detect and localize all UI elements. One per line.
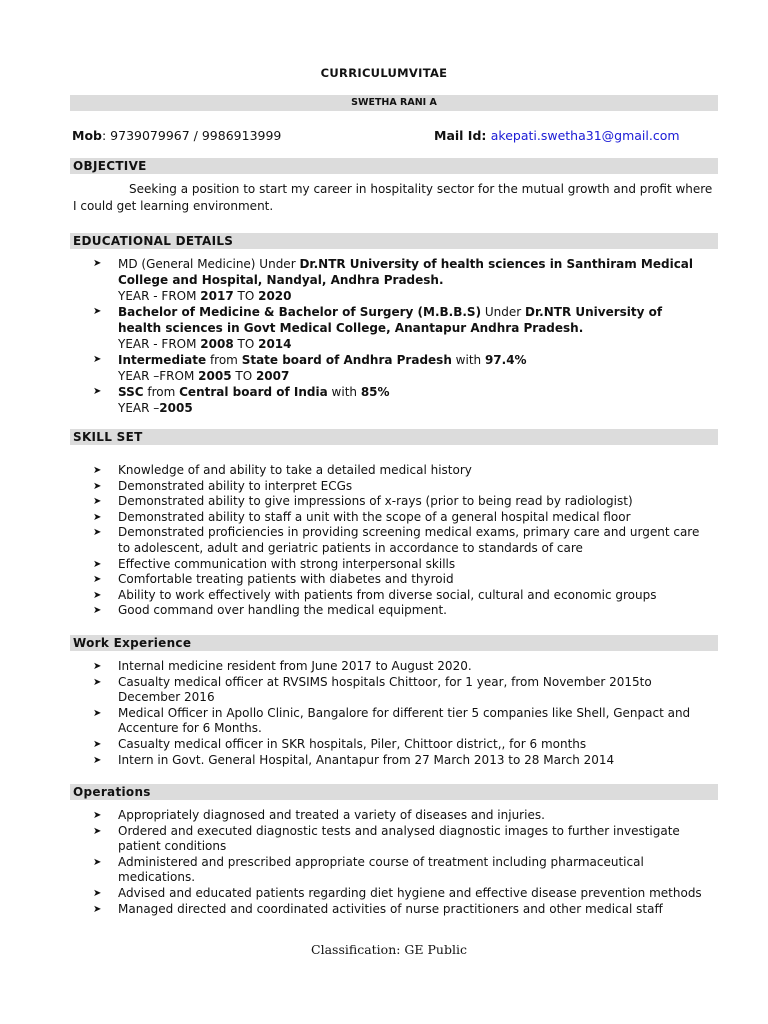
bullet-arrow-icon: ➤ — [93, 605, 102, 617]
list-item: ➤ Knowledge of and ability to take a detailed medical history — [93, 463, 472, 477]
list-item: ➤ Appropriately diagnosed and treated a variety of diseases and injuries. — [93, 808, 545, 822]
bullet-arrow-icon: ➤ — [93, 386, 102, 397]
bullet-arrow-icon: ➤ — [93, 856, 102, 868]
operations-list — [0, 808, 708, 917]
bullet-arrow-icon: ➤ — [93, 707, 102, 719]
list-item: ➤ Medical Officer in Apollo Clinic, Bangalore for different tier 5 companies like Shell, Genpact and Accenture for 6 Months. — [93, 705, 691, 736]
classification-footer: Classification: GE Public — [311, 942, 467, 957]
list-item: ➤ Ability to work effectively with patients from diverse social, cultural and economic groups — [93, 587, 657, 602]
bullet-arrow-icon: ➤ — [93, 496, 102, 508]
list-item: ➤ Managed directed and coordinated activities of nurse practitioners and other medical staff — [93, 901, 663, 916]
education-item: ➤ SSC from Central board of India with 85% YEAR –2005 — [93, 385, 390, 415]
bullet-arrow-icon: ➤ — [93, 887, 102, 899]
list-item: ➤ Casualty medical officer at RVSIMS hospitals Chittoor, for 1 year, from November 2015to December 2016 — [93, 674, 652, 705]
list-item: ➤ Effective communication with strong interpersonal skills — [93, 556, 456, 571]
education-list — [0, 256, 708, 416]
mobile-number: : 9739079967 / 9986913999 — [101, 128, 282, 143]
bullet-arrow-icon: ➤ — [93, 574, 102, 586]
list-item: ➤ Demonstrated ability to give impressions of x-rays (prior to being read by radiologist) — [93, 494, 633, 509]
education-item: ➤ Bachelor of Medicine & Bachelor of Surgery (M.B.B.S) Under Dr.NTR University of health sciences in Govt Medical College, Anantapur Andhra Pradesh. YEAR - FROM 2008 TO 2014 — [93, 305, 663, 351]
bullet-arrow-icon: ➤ — [93, 676, 102, 688]
bullet-arrow-icon: ➤ — [93, 825, 102, 837]
bullet-arrow-icon: ➤ — [93, 589, 102, 601]
list-item: ➤ Demonstrated ability to interpret ECGs — [93, 478, 353, 493]
education-item: ➤ Intermediate from State board of Andhra Pradesh with 97.4% YEAR –FROM 2005 TO 2007 — [93, 353, 527, 383]
list-item: ➤ Demonstrated ability to staff a unit with the scope of a general hospital medical floor — [93, 509, 631, 524]
bullet-arrow-icon: ➤ — [93, 511, 102, 523]
candidate-name: SWETHA RANI A — [70, 95, 718, 111]
list-item: ➤ Advised and educated patients regarding diet hygiene and effective disease prevention methods — [93, 885, 702, 900]
bullet-arrow-icon: ➤ — [93, 258, 102, 269]
list-item: ➤ Demonstrated proficiencies in providing screening medical exams, primary care and urgent care to adolescent, adult and geriatric patients in accordance to standards of care — [93, 525, 700, 555]
list-item: ➤ Comfortable treating patients with diabetes and thyroid — [93, 572, 454, 587]
bullet-arrow-icon: ➤ — [93, 306, 102, 317]
bullet-arrow-icon: ➤ — [93, 754, 102, 766]
bullet-arrow-icon: ➤ — [93, 738, 102, 750]
bullet-arrow-icon: ➤ — [93, 354, 102, 365]
operations-heading: Operations — [70, 784, 718, 800]
skills-list — [0, 463, 708, 619]
bullet-arrow-icon: ➤ — [93, 661, 102, 672]
bullet-arrow-icon: ➤ — [93, 480, 102, 492]
objective-heading: OBJECTIVE — [70, 158, 718, 174]
bullet-arrow-icon: ➤ — [93, 810, 102, 821]
list-item: ➤ Good command over handling the medical equipment. — [93, 603, 447, 618]
bullet-arrow-icon: ➤ — [93, 903, 102, 915]
list-item: ➤ Ordered and executed diagnostic tests and analysed diagnostic images to further investigate patient conditions — [93, 823, 680, 854]
work-list — [0, 659, 708, 768]
mobile-contact — [72, 128, 281, 143]
mobile-label: Mob — [72, 128, 102, 143]
bullet-arrow-icon: ➤ — [93, 527, 102, 539]
list-item: ➤ Internal medicine resident from June 2017 to August 2020. — [93, 659, 472, 673]
skills-heading: SKILL SET — [70, 429, 718, 445]
objective-text: Seeking a position to start my career in hospitality sector for the mutual growth and profit where I could get learning environment. — [73, 182, 713, 213]
list-item: ➤ Intern in Govt. General Hospital, Anantapur from 27 March 2013 to 28 March 2014 — [93, 752, 615, 767]
email-address[interactable]: akepati.swetha31@gmail.com — [490, 128, 680, 143]
bullet-arrow-icon: ➤ — [93, 465, 102, 476]
email-contact — [434, 128, 680, 143]
list-item: ➤ Administered and prescribed appropriate course of treatment including pharmaceutical medications. — [93, 854, 644, 885]
education-heading: EDUCATIONAL DETAILS — [70, 233, 718, 249]
bullet-arrow-icon: ➤ — [93, 558, 102, 570]
education-item: ➤ MD (General Medicine) Under Dr.NTR University of health sciences in Santhiram Medical College and Hospital, Nandyal, Andhra Pradesh. YEAR - FROM 2017 TO 2020 — [93, 257, 694, 303]
work-heading: Work Experience — [70, 635, 718, 651]
email-label: Mail Id: — [434, 128, 491, 143]
list-item: ➤ Casualty medical officer in SKR hospitals, Piler, Chittoor district,, for 6 months — [93, 736, 587, 751]
document-title: CURRICULUMVITAE — [320, 66, 448, 80]
